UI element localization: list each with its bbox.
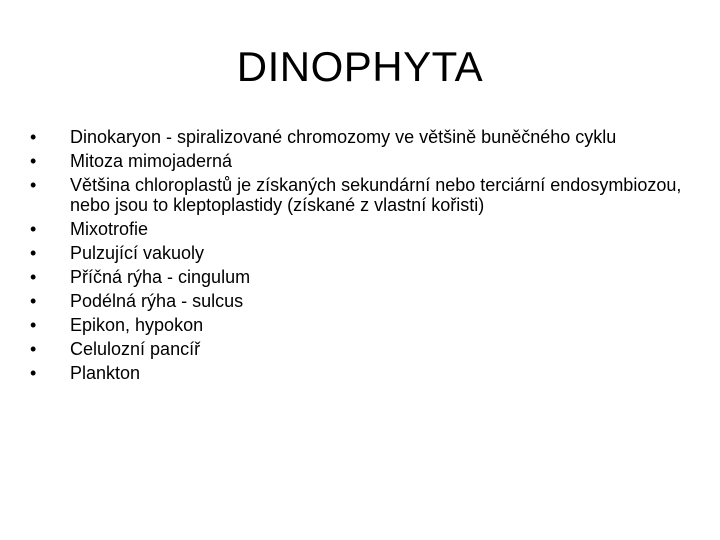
bullet-dot-icon: • [30,339,37,359]
slide-title: DINOPHYTA [236,43,484,90]
bullet-dot-icon: • [30,127,37,147]
bullet-text: Podélná rýha - sulcus [70,291,244,311]
bullet-text: Mitoza mimojaderná [70,151,233,171]
bullet-text: Mixotrofie [70,219,149,239]
bullet-item [30,363,690,383]
bullet-item [30,151,690,171]
bullet-item [30,339,690,359]
bullet-dot-icon: • [30,243,37,263]
bullet-dot-icon: • [30,175,37,195]
bullet-item [30,243,690,263]
bullet-item [30,175,690,215]
bullet-dot-icon: • [30,291,37,311]
bullet-text: Příčná rýha - cingulum [70,267,251,287]
bullet-text: Plankton [70,363,141,383]
bullet-text: Epikon, hypokon [70,315,204,335]
bullet-dot-icon: • [30,315,37,335]
bullet-dot-icon: • [30,219,37,239]
bullet-item [30,267,690,287]
bullet-dot-icon: • [30,267,37,287]
bullet-text: Dinokaryon - spiralizované chromozomy ve většině buněčného cyklu [70,127,617,147]
bullet-dot-icon: • [30,151,37,171]
bullet-list [30,127,690,387]
bullet-text: Většina chloroplastů je získaných sekundární nebo terciární endosymbiozou, nebo jsou to kleptoplastidy (získané z vlastní kořisti) [70,175,682,215]
bullet-item [30,315,690,335]
bullet-text: Pulzující vakuoly [70,243,205,263]
bullet-item [30,291,690,311]
bullet-item [30,219,690,239]
bullet-text: Celulozní pancíř [70,339,201,359]
bullet-dot-icon: • [30,363,37,383]
bullet-item [30,127,690,147]
